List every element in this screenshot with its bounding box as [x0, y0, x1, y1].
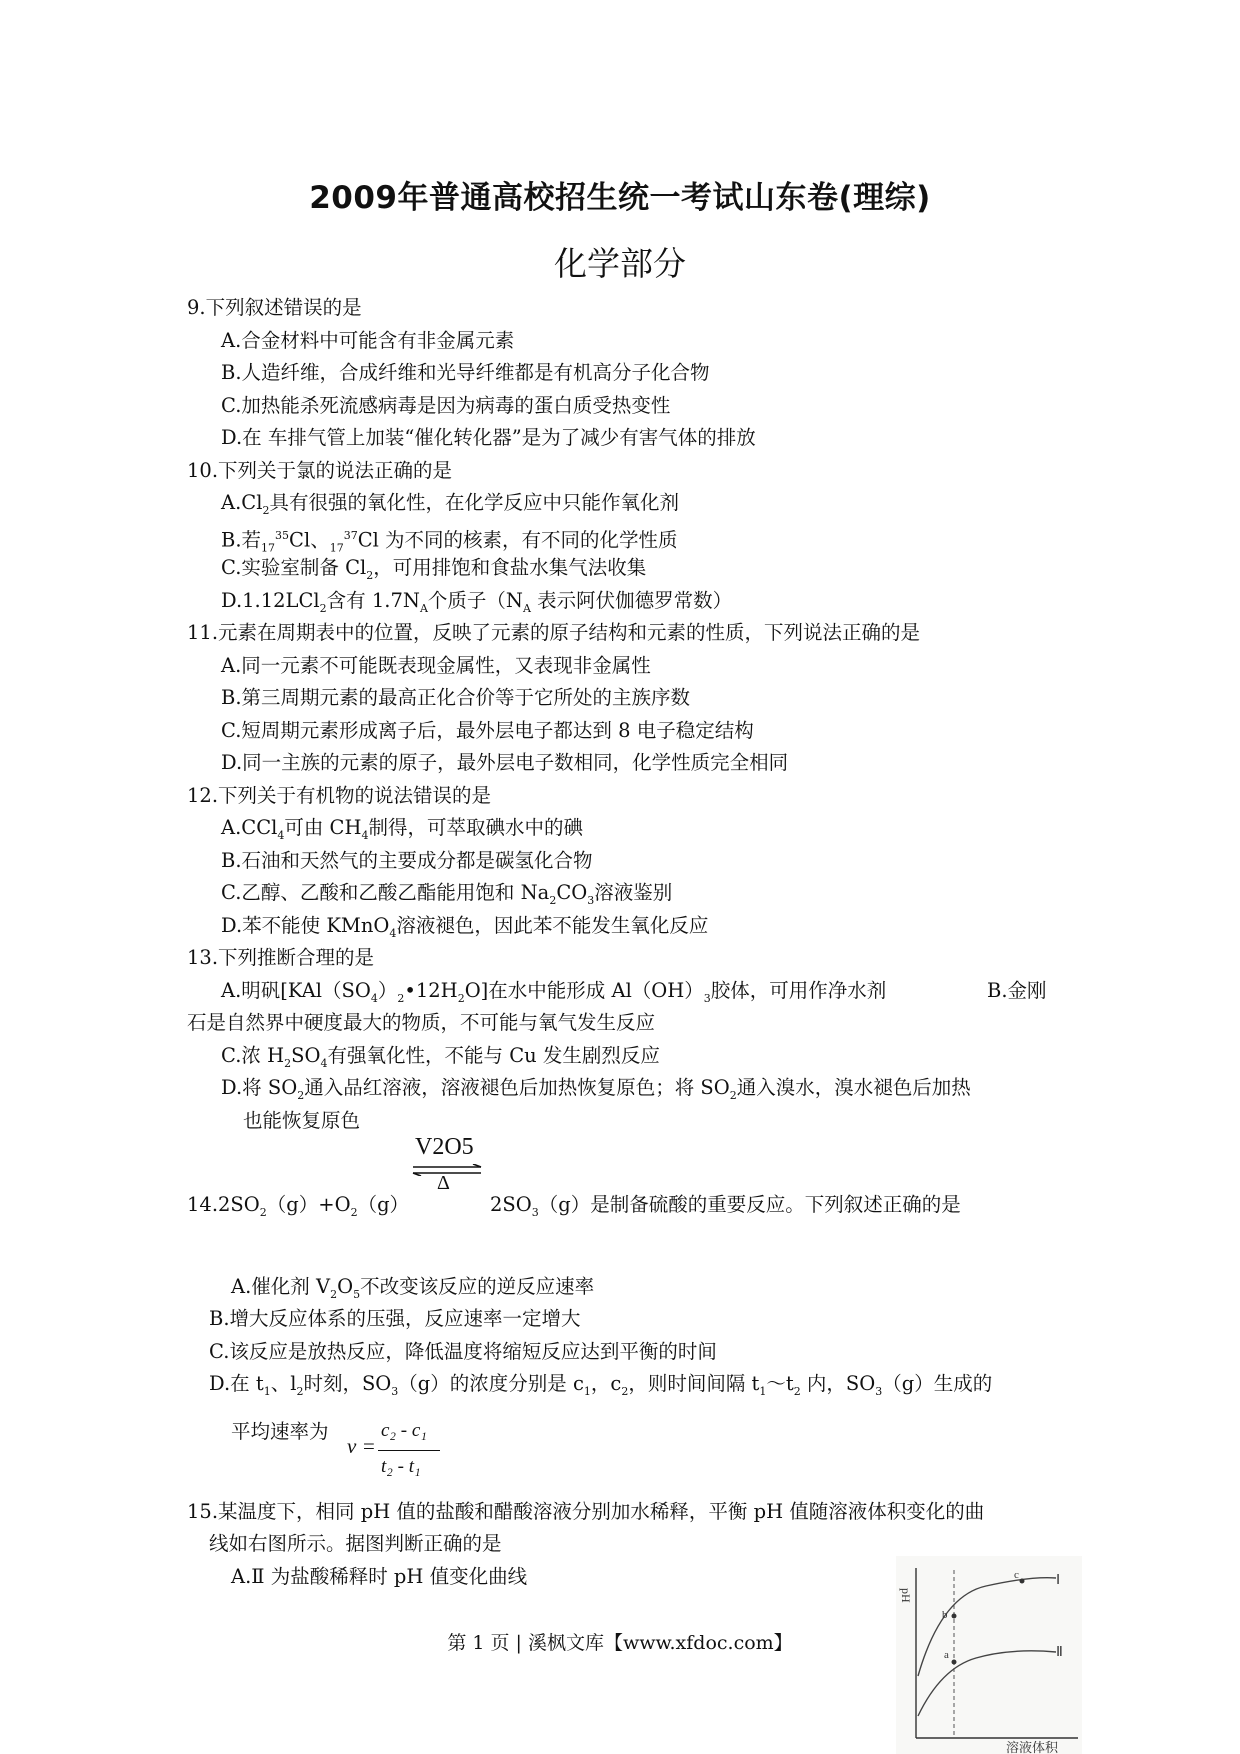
q13-option-d: D.将 $SO_2$通入品红溶液，溶液褪色后加热恢复原色；将 $SO_2$通入溴水，溴水褪色后加热: [221, 1076, 971, 1102]
catalyst-label: V2O5: [415, 1134, 474, 1160]
q14-option-c: C.该反应是放热反应，降低温度将缩短反应达到平衡的时间: [209, 1340, 717, 1363]
q10-option-a: $A.Cl_2$具有很强的氧化性，在化学反应中只能作氧化剂: [221, 491, 679, 517]
q12-option-d: D.苯不能使 KMnO$_4$溶液褪色，因此苯不能发生氧化反应: [221, 914, 709, 940]
rate-symbol: v =: [347, 1434, 376, 1458]
point-c: [1020, 1579, 1025, 1584]
q12-option-a: A.CCl$_4$可由 $CH_4$制得，可萃取碘水中的碘: [221, 816, 583, 842]
q10-stem: 10.下列关于氯的说法正确的是: [187, 459, 453, 482]
q9-option-b: B.人造纤维，合成纤维和光导纤维都是有机高分子化合物: [221, 361, 710, 384]
point-b: [952, 1614, 957, 1619]
point-a-label: a: [944, 1649, 949, 1661]
q15-stem-line2: 线如右图所示。据图判断正确的是: [209, 1532, 502, 1555]
formula-numerator: c₂ - c₁: [381, 1420, 427, 1441]
q11-option-d: D.同一主族的元素的原子，最外层电子数相同，化学性质完全相同: [221, 751, 789, 774]
q10-option-c: C.实验室制备 $Cl_2$，可用排饱和食盐水集气法收集: [221, 556, 647, 582]
q14-stem-right: $2SO_3(g)$是制备硫酸的重要反应。下列叙述正确的是: [490, 1193, 961, 1219]
q14-option-d: D.在 $t_1$、$l_2$时刻，$SO_3(g)$的浓度分别是 $c_1$，$c_2$，则时间间隔 $t_1\sim t_2$ 内，$SO_3(g)$生成的: [209, 1372, 993, 1398]
curve-II-label: Ⅱ: [1056, 1645, 1063, 1660]
q14-option-d-continued: 平均速率为: [231, 1420, 329, 1443]
point-a: [952, 1660, 957, 1665]
page-title: 2009年普通高校招生统一考试山东卷(理综): [309, 180, 931, 216]
point-c-label: c: [1014, 1569, 1019, 1581]
q15-option-a: A.Ⅱ 为盐酸稀释时 pH 值变化曲线: [231, 1565, 528, 1588]
q12-stem: 12.下列关于有机物的说法错误的是: [187, 784, 492, 807]
q10-option-d: D.1.12LCl$_2$含有 $1.7N_A$个质子（$N_A$ 表示阿伏伽德罗常数）: [221, 589, 733, 615]
curve-I-label: Ⅰ: [1056, 1573, 1061, 1588]
point-b-label: b: [942, 1609, 948, 1621]
q13-option-d-continued: 也能恢复原色: [243, 1109, 361, 1132]
q11-option-c: C.短周期元素形成离子后，最外层电子都达到 8 电子稳定结构: [221, 719, 754, 742]
fraction-bar: [378, 1450, 440, 1451]
q10-option-b: B.若$_{17}^{35}$Cl、$_{17}^{37}$Cl 为不同的核素，有不同的化学性质: [221, 528, 678, 555]
x-axis-label: 溶液体积: [1006, 1741, 1059, 1754]
q13-option-b-head: B.金刚: [987, 979, 1047, 1002]
q11-option-b: B.第三周期元素的最高正化合价等于它所处的主族序数: [221, 686, 691, 709]
heat-label: Δ: [437, 1172, 450, 1194]
q11-option-a: A.同一元素不可能既表现金属性，又表现非金属性: [221, 654, 651, 677]
q9-option-c: C.加热能杀死流感病毒是因为病毒的蛋白质受热变性: [221, 394, 671, 417]
page-subtitle: 化学部分: [554, 244, 686, 283]
q9-stem: 9.下列叙述错误的是: [187, 296, 362, 319]
q9-option-a: A.合金材料中可能含有非金属元素: [221, 329, 515, 352]
q11-stem: 11.元素在周期表中的位置，反映了元素的原子结构和元素的性质，下列说法正确的是: [187, 621, 921, 644]
q13-stem: 13.下列推断合理的是: [187, 946, 375, 969]
q13-option-a: A.明矾$[KAl(SO_4)_2•12H_2O]$在水中能形成 $Al(OH)_3$胶体，可用作净水剂: [221, 979, 887, 1005]
page-footer: 第 1 页 | 溪枫文库【www.xfdoc.com】: [447, 1632, 793, 1654]
q14-option-b: B.增大反应体系的压强，反应速率一定增大: [209, 1307, 581, 1330]
q12-option-c: C.乙醇、乙酸和乙酸乙酯能用饱和 $Na_2CO_3$溶液鉴别: [221, 881, 673, 907]
q9-option-d: D.在 车排气管上加装“催化转化器”是为了减少有害气体的排放: [221, 426, 756, 449]
q13-option-c: C.浓 $H_2SO_4$有强氧化性，不能与 Cu 发生剧烈反应: [221, 1044, 660, 1070]
q14-stem-left: $14.2SO_2(g)+O_2(g)$: [187, 1193, 410, 1219]
ph-dilution-figure: [896, 1556, 1082, 1754]
equilibrium-arrow: [407, 1134, 487, 1194]
formula-denominator: t₂ - t₁: [381, 1456, 421, 1477]
rate-formula: [347, 1414, 447, 1494]
q14-option-a: A.催化剂 $V_2O_5$不改变该反应的逆反应速率: [231, 1275, 595, 1301]
q15-stem-line1: 15.某温度下，相同 pH 值的盐酸和醋酸溶液分别加水稀释，平衡 pH 值随溶液体积变化的曲: [187, 1500, 985, 1523]
q12-option-b: B.石油和天然气的主要成分都是碳氢化合物: [221, 849, 593, 872]
y-axis-label: pH: [899, 1588, 913, 1603]
q13-option-b-tail: 石是自然界中硬度最大的物质，不可能与氧气发生反应: [187, 1011, 656, 1034]
